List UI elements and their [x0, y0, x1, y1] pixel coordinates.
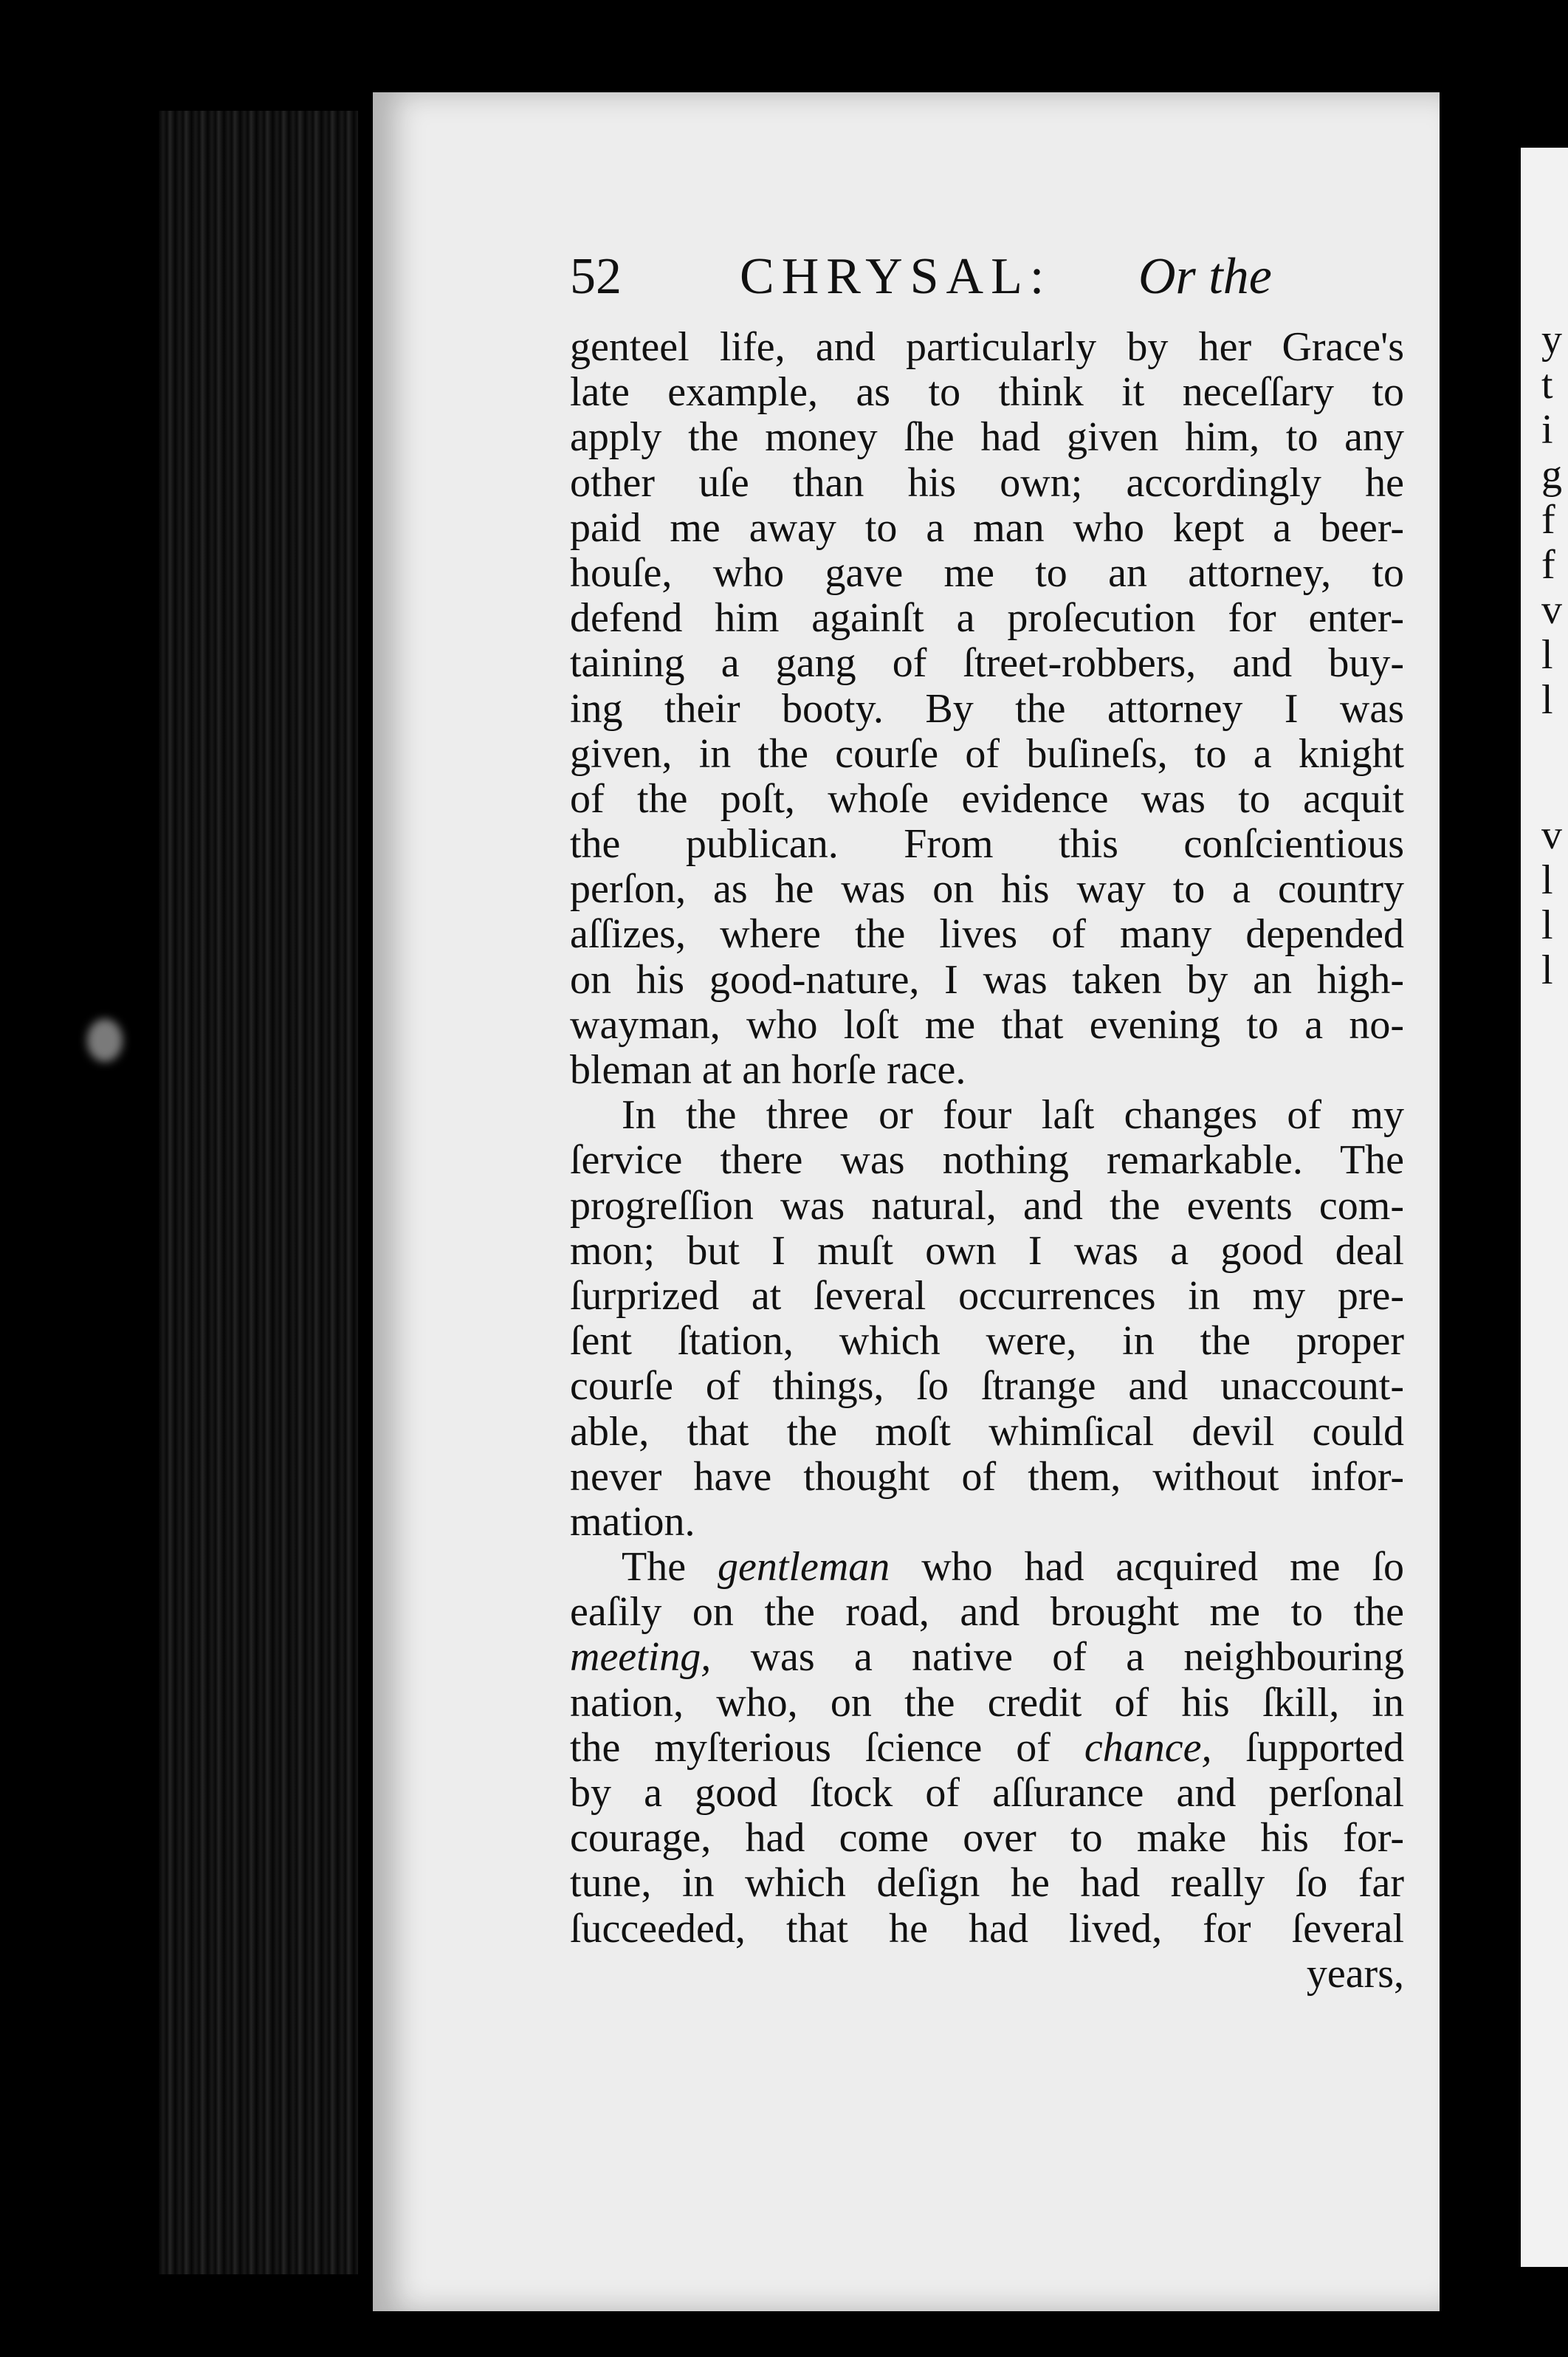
page-number: 52 — [570, 248, 622, 305]
text-line: never have thought of them, without infor- — [570, 1454, 1404, 1500]
facing-letter: v — [1541, 813, 1562, 858]
text-line: ing their booty. By the attorney I was — [570, 686, 1404, 732]
text-line: aſſizes, where the lives of many depended — [570, 912, 1404, 958]
facing-letter: i — [1541, 408, 1553, 453]
text-line: other uſe than his own; accordingly he — [570, 460, 1404, 506]
gutter — [1440, 133, 1521, 2289]
facing-letter: v — [1541, 588, 1562, 633]
text-line: progreſſion was natural, and the events com- — [570, 1183, 1404, 1229]
text-segment: The — [622, 1545, 687, 1591]
text-line: mon; but I muſt own I was a good deal — [570, 1228, 1404, 1274]
facing-letter: l — [1541, 678, 1553, 723]
text-line: eaſily on the road, and brought me to the — [570, 1590, 1404, 1636]
facing-letter: f — [1541, 543, 1555, 588]
text-line — [570, 1726, 1404, 1771]
text-line: on his good-nature, I was taken by an high- — [570, 957, 1404, 1003]
text-line: by a good ſtock of aſſurance and perſonal — [570, 1771, 1404, 1816]
text-line: given, in the courſe of buſineſs, to a knight — [570, 731, 1404, 777]
facing-letter: l — [1541, 948, 1553, 993]
facing-letter: y — [1541, 318, 1562, 363]
title-subtitle: Or the — [1138, 248, 1272, 305]
italic-word: gentleman — [718, 1545, 890, 1591]
text-segment: ſupported — [1245, 1725, 1404, 1771]
paragraph-start-line: In the three or four laſt changes of my — [622, 1093, 1404, 1139]
facing-page-text — [1541, 318, 1568, 993]
text-line: mation. — [570, 1499, 695, 1545]
catchword: years, — [1306, 1951, 1404, 1997]
facing-letter: l — [1541, 858, 1553, 903]
text-line: wayman, who loſt me that evening to a no- — [570, 1002, 1404, 1048]
text-line: ſervice there was nothing remarkable. The — [570, 1138, 1404, 1184]
text-line: taining a gang of ſtreet-robbers, and buy- — [570, 641, 1404, 687]
facing-letter — [1541, 768, 1568, 813]
text-segment: who had acquired me ſo — [921, 1545, 1404, 1591]
text-line: houſe, who gave me to an attorney, to — [570, 550, 1404, 596]
text-line: the publican. From this conſcientious — [570, 822, 1404, 868]
book-title: CHRYSAL: — [740, 248, 1052, 305]
text-line: able, that the moſt whimſical devil could — [570, 1409, 1404, 1455]
text-line: late example, as to think it neceſſary to — [570, 370, 1404, 416]
text-line: tune, in which deſign he had really ſo far — [570, 1861, 1404, 1907]
text-line: courage, had come over to make his for- — [570, 1816, 1404, 1862]
facing-letter: l — [1541, 633, 1553, 678]
text-line: nation, who, on the credit of his ſkill, in — [570, 1680, 1404, 1726]
facing-letter: g — [1541, 453, 1562, 498]
facing-letter: l — [1541, 903, 1553, 948]
text-line: bleman at an horſe race. — [570, 1048, 966, 1093]
paragraph-start-line — [570, 1545, 1404, 1590]
text-line — [570, 1635, 1404, 1680]
running-head — [570, 247, 1404, 314]
text-segment: was a native of a neighbouring — [750, 1635, 1404, 1681]
facing-letter: t — [1541, 363, 1553, 408]
text-line: courſe of things, ſo ſtrange and unaccount- — [570, 1364, 1404, 1410]
body-text — [570, 325, 1404, 1997]
text-line: paid me away to a man who kept a beer- — [570, 505, 1404, 551]
ink-blot — [87, 1019, 123, 1062]
text-line: perſon, as he was on his way to a country — [570, 867, 1404, 913]
text-line: defend him againſt a proſecution for enter- — [570, 596, 1404, 642]
italic-word: chance, — [1084, 1725, 1212, 1771]
text-line: ſent ſtation, which were, in the proper — [570, 1319, 1404, 1365]
italic-word: meeting, — [570, 1635, 712, 1681]
text-line: of the poſt, whoſe evidence was to acquit — [570, 776, 1404, 822]
facing-letter — [1541, 723, 1568, 768]
book-fore-edge — [159, 111, 358, 2274]
text-line: ſurprized at ſeveral occurrences in my pre- — [570, 1273, 1404, 1319]
facing-letter: f — [1541, 498, 1555, 543]
text-segment: the myſterious ſcience of — [570, 1725, 1051, 1771]
text-line: ſucceeded, that he had lived, for ſeveral — [570, 1906, 1404, 1952]
text-line: genteel life, and particularly by her Grace's — [570, 325, 1404, 370]
text-line: apply the money ſhe had given him, to any — [570, 415, 1404, 461]
